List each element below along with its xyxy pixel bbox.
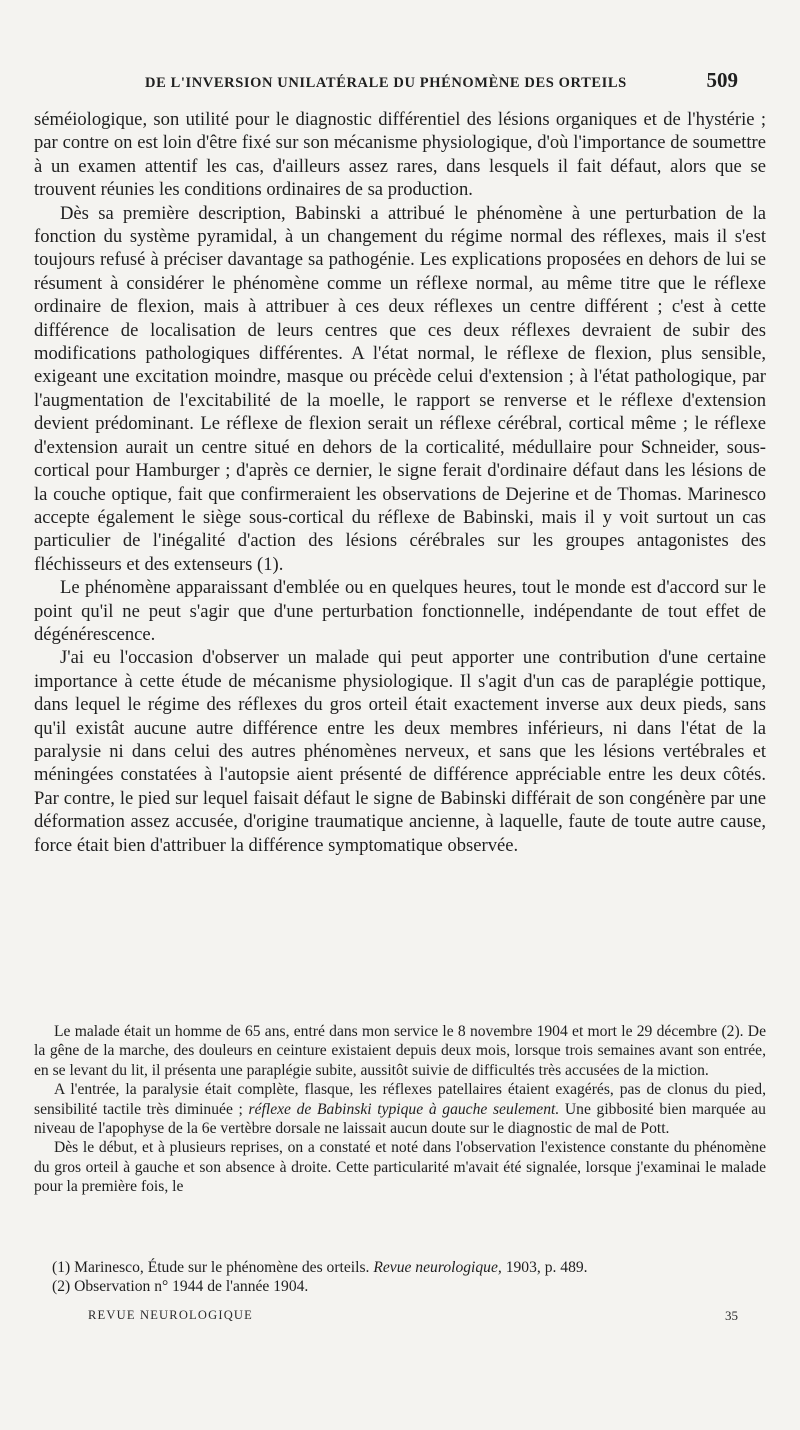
paragraph: J'ai eu l'occasion d'observer un malade qui peut apporter une contribution d'une certaine importance à cette étude de mécanisme physiologique. Il s'agit d'un cas de paraplégie pottique, dans lequel le régime des réflexes du gros orteil était exactement inverse aux deux pieds, sans qu'il existât aucune autre différence entre les deux membres inférieurs, ni dans l'état de la paralysie ni dans celui des autres phénomènes nerveux, et sans que les lésions vertébrales et méningées constatées à l'autopsie aient présenté de différence appréciable entre les deux côtés. Par contre, le pied sur lequel faisait défaut le signe de Babinski différait de son congénère par une déformation assez accusée, d'origine traumatique ancienne, à laquelle, faute de toute autre cause, force était bien d'attribuer la différence symptomatique observée. (34, 647, 766, 856)
footnote-2: (2) Observation n° 1944 de l'année 1904. (52, 1278, 309, 1296)
page-number: 509 (706, 68, 738, 92)
footnote-text: (1) Marinesco, Étude sur le phénomène des orteils. (52, 1259, 370, 1276)
observation-text: Une gibbosité bien marquée au niveau de l'apophyse de la 6e vertèbre dorsale ne laissait aucun doute sur le diagnostic de mal de Pott. (34, 1100, 766, 1138)
paragraph: Dès sa première description, Babinski a attribué le phénomène à une perturbation de la fonction du système pyramidal, à un changement du régime normal des réflexes, mais il s'est toujours refusé à préciser davantage sa pathogénie. Les explications proposées en dehors de lui se résument à considérer le phénomène comme un réflexe normal, au même titre que le réflexe ordinaire de flexion, mais à attribuer à ces deux réflexes un centre différent ; c'est à cette différence de localisation de leurs centres que ces deux réflexes devraient de subir des modifications pathologiques différentes. A l'état normal, le réflexe de flexion, plus sensible, exigeant une excitation moindre, masque ou précède celui d'extension ; à l'état pathologique, par l'augmentation de l'excitabilité de la moelle, le rapport se renverse et le réflexe d'extension devient prédominant. Le réflexe de flexion serait un réflexe cérébral, cortical même ; le réflexe d'extension aurait un centre situé en dehors de la corticalité, médullaire pour Schneider, sous-cortical pour Hamburger ; d'après ce dernier, le signe ferait d'ordinaire défaut dans les lésions de la couche optique, fait que confirmeraient les observations de Dejerine et de Thomas. Marinesco accepte également le siège sous-cortical du réflexe de Babinski, mais il y voit surtout un cas particulier de l'inégalité d'action des lésions cérébrales sur les groupes antagonistes des fléchisseurs et des extenseurs (1). (34, 202, 766, 575)
footnote-1 (52, 1258, 766, 1277)
observation-text: A l'entrée, la paralysie était complète, flasque, les réflexes patellaires étaient exagérés, pas de clonus du pied, sensibilité tactile très diminuée ; (34, 1081, 766, 1118)
observation-paragraph: Dès le début, et à plusieurs reprises, on a constaté et noté dans l'observation l'existence constante du phénomène du gros orteil à gauche et son absence à droite. Cette particularité m'avait été signalée, lorsque j'examinai le malade pour la première fois, le (34, 1139, 766, 1196)
running-title: DE L'INVERSION UNILATÉRALE DU PHÉNOMÈNE DES ORTEILS (145, 75, 627, 91)
paragraph: Le phénomène apparaissant d'emblée ou en quelques heures, tout le monde est d'accord sur le point qu'il ne peut s'agir que d'une perturbation fonctionnelle, indépendante de tout effet de dégénérescence. (34, 577, 766, 645)
observation-paragraph (34, 1080, 766, 1138)
case-observation (34, 1022, 766, 1197)
paragraph: séméiologique, son utilité pour le diagnostic différentiel des lésions organiques et de l'hystérie ; par contre on est loin d'être fixé sur son mécanisme physiologique, d'où l'importance de soumettre à un examen attentif les cas, d'ailleurs assez rares, dans lesquels il fait défaut, alors que se trouvent réunies les conditions ordinaires de sa production. (34, 109, 766, 201)
journal-signature: REVUE NEUROLOGIQUE (88, 1308, 253, 1322)
footnote-journal: Revue neurologique, (373, 1259, 502, 1276)
main-text (34, 108, 766, 857)
running-header (145, 68, 738, 92)
signature-number: 35 (725, 1308, 738, 1323)
observation-emphasis: réflexe de Babinski typique à gauche seulement. (248, 1100, 560, 1118)
observation-paragraph: Le malade était un homme de 65 ans, entré dans mon service le 8 novembre 1904 et mort le 29 décembre (2). De la gêne de la marche, des douleurs en ceinture existaient depuis deux mois, lorsque trois semaines avant son entrée, en se levant du lit, il présenta une paraplégie subite, aussitôt suivie de difficultés très accusées de la miction. (34, 1023, 766, 1079)
footnotes (52, 1258, 766, 1297)
footnote-text: 1903, p. 489. (505, 1259, 588, 1276)
page-footer (88, 1308, 738, 1324)
